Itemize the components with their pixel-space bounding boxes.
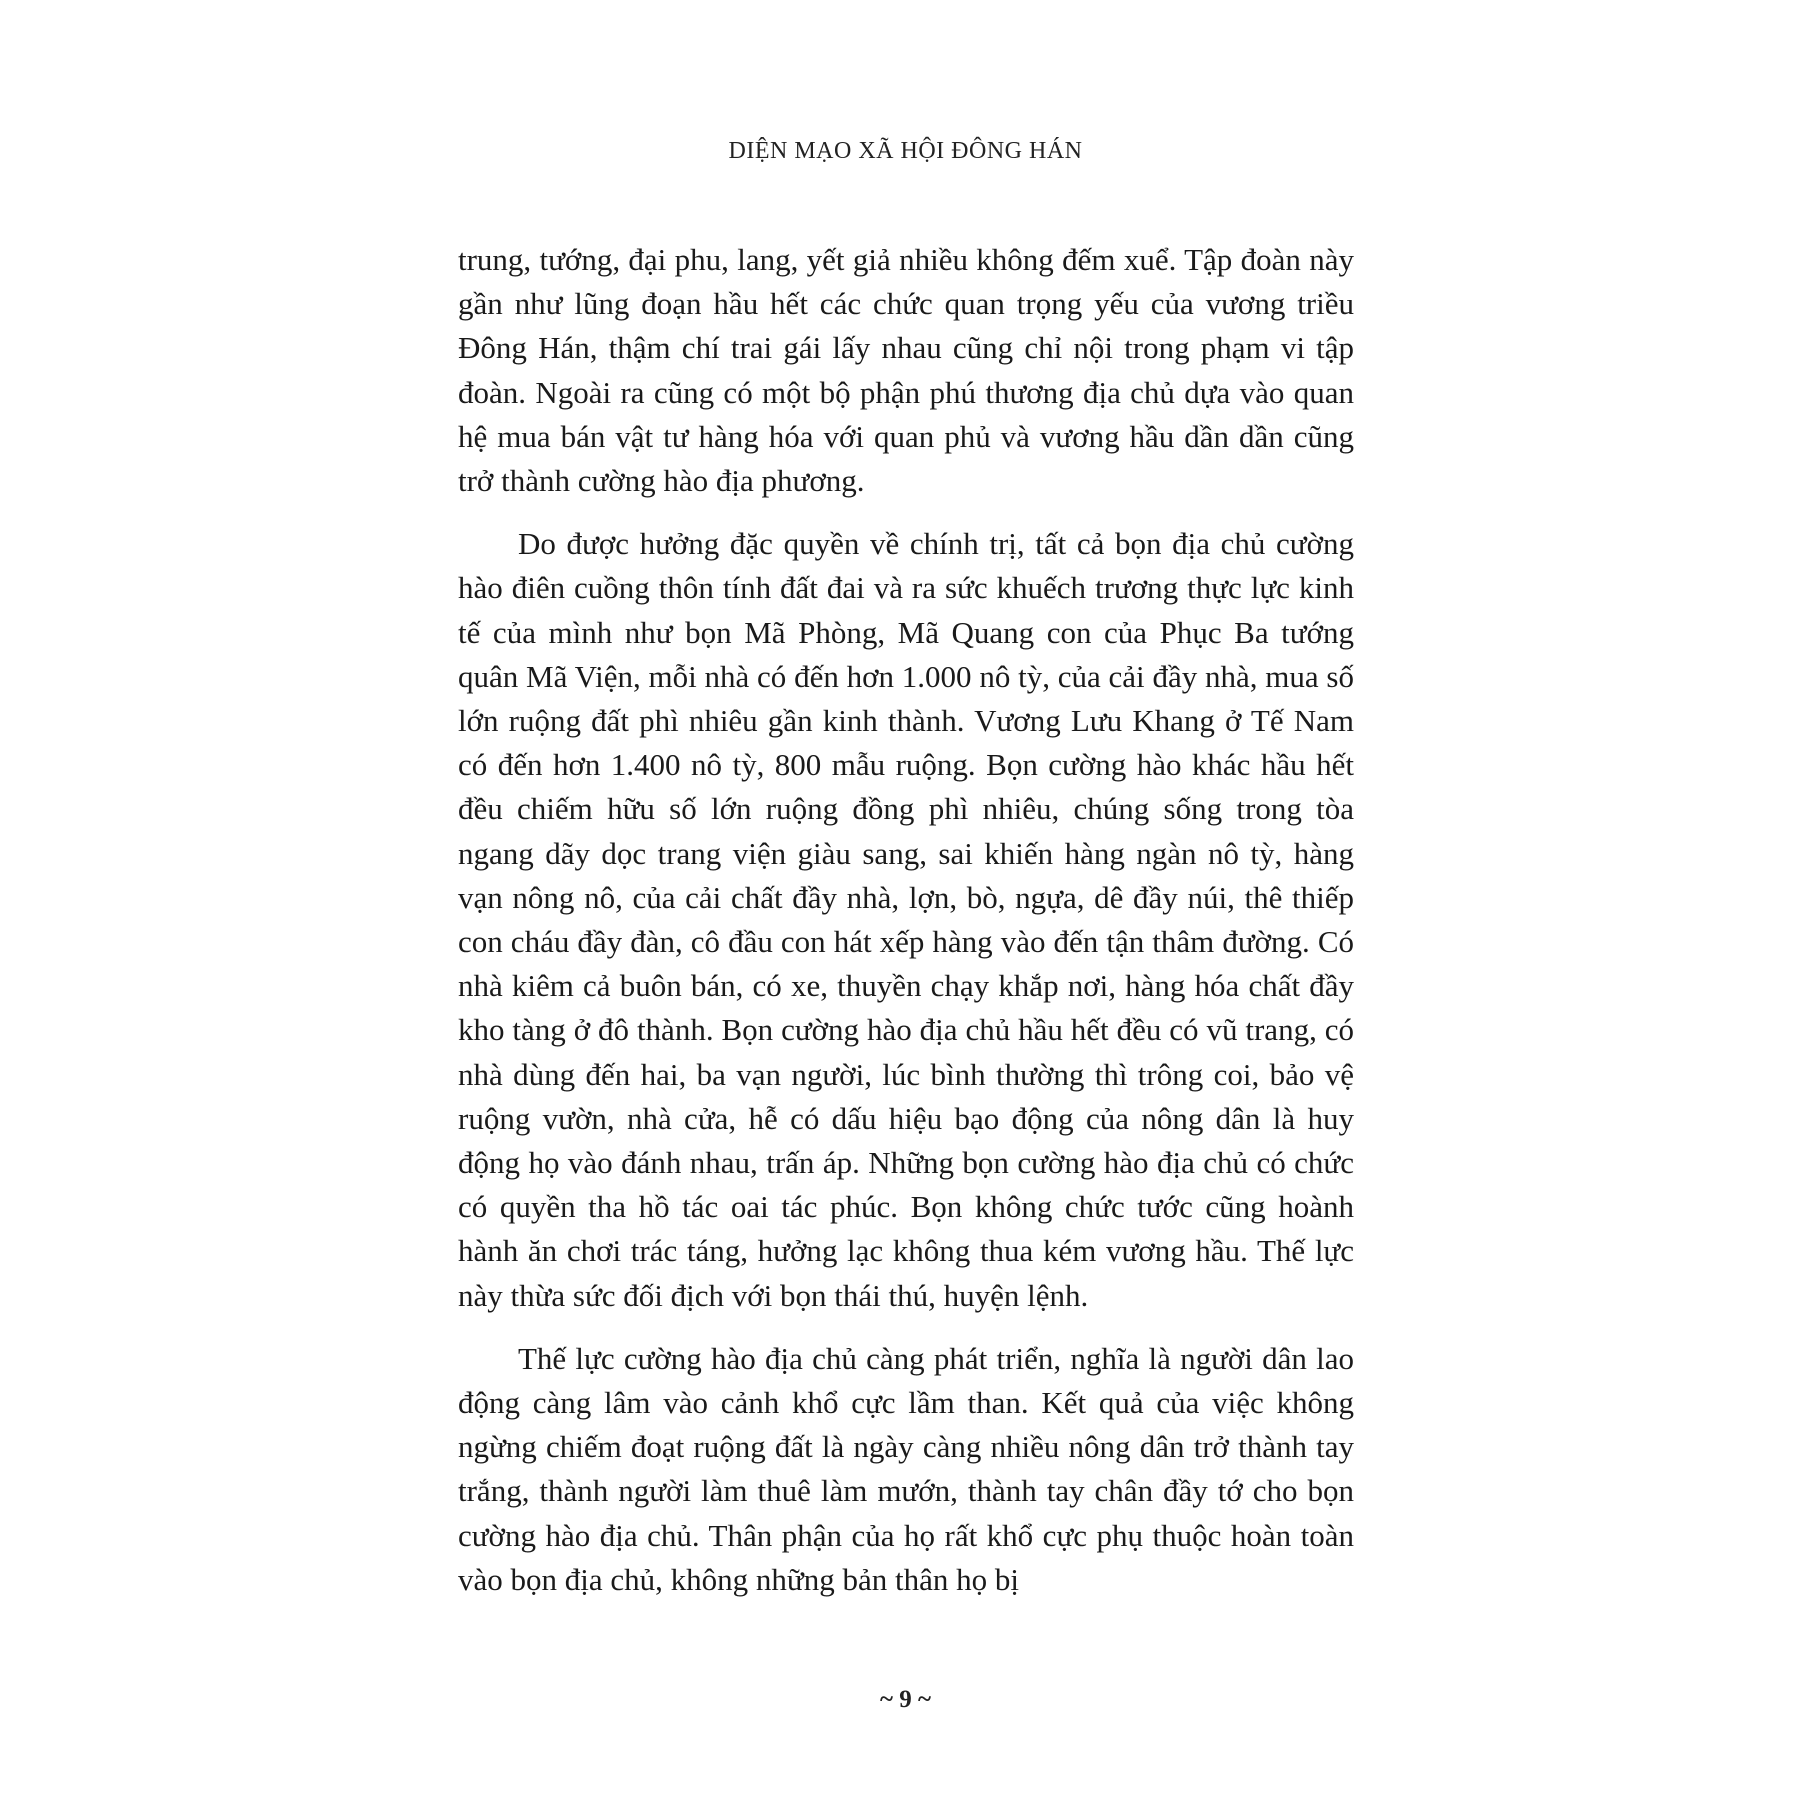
page-number: ~ 9 ~ xyxy=(879,1686,931,1713)
running-header-title: DIỆN MẠO XÃ HỘI ĐÔNG HÁN xyxy=(728,138,1083,164)
paragraph-continued: trung, tướng, đại phu, lang, yết giả nhiều không đếm xuể. Tập đoàn này gần như lũng đoạn hầu hết các chức quan trọng yếu của vương triều Đông Hán, thậm chí trai gái lấy nhau cũng chỉ nội trong phạm vi tập đoàn. Ngoài ra cũng có một bộ phận phú thương địa chủ dựa vào quan hệ mua bán vật tư hàng hóa với quan phủ và vương hầu dần dần cũng trở thành cường hào địa phương. xyxy=(458,242,1354,499)
body-text xyxy=(458,238,1354,1602)
paragraph: Thế lực cường hào địa chủ càng phát triển, nghĩa là người dân lao động càng lâm vào cảnh khổ cực lầm than. Kết quả của việc không ngừng chiếm đoạt ruộng đất là ngày càng nhiều nông dân trở thành tay trắng, thành người làm thuê làm mướn, thành tay chân đầy tớ cho bọn cường hào địa chủ. Thân phận của họ rất khổ cực phụ thuộc hoàn toàn vào bọn địa chủ, không những bản thân họ bị xyxy=(458,1340,1354,1597)
paragraph: Do được hưởng đặc quyền về chính trị, tất cả bọn địa chủ cường hào điên cuồng thôn tính đất đai và ra sức khuếch trương thực lực kinh tế của mình như bọn Mã Phòng, Mã Quang con của Phục Ba tướng quân Mã Viện, mỗi nhà có đến hơn 1.000 nô tỳ, của cải đầy nhà, mua số lớn ruộng đất phì nhiêu gần kinh thành. Vương Lưu Khang ở Tế Nam có đến hơn 1.400 nô tỳ, 800 mẫu ruộng. Bọn cường hào khác hầu hết đều chiếm hữu số lớn ruộng đồng phì nhiêu, chúng sống trong tòa ngang dãy dọc trang viện giàu sang, sai khiến hàng ngàn nô tỳ, hàng vạn nông nô, của cải chất đầy nhà, lợn, bò, ngựa, dê đầy núi, thê thiếp con cháu đầy đàn, cô đầu con hát xếp hàng vào đến tận thâm đường. Có nhà kiêm cả buôn bán, có xe, thuyền chạy khắp nơi, hàng hóa chất đầy kho tàng ở đô thành. Bọn cường hào địa chủ hầu hết đều có vũ trang, có nhà dùng đến hai, ba vạn người, lúc bình thường thì trông coi, bảo vệ ruộng vườn, nhà cửa, hễ có dấu hiệu bạo động của nông dân là huy động họ vào đánh nhau, trấn áp. Những bọn cường hào địa chủ có chức có quyền tha hồ tác oai tác phúc. Bọn không chức tước cũng hoành hành ăn chơi trác táng, hưởng lạc không thua kém vương hầu. Thế lực này thừa sức đối địch với bọn thái thú, huyện lệnh. xyxy=(458,526,1354,1313)
